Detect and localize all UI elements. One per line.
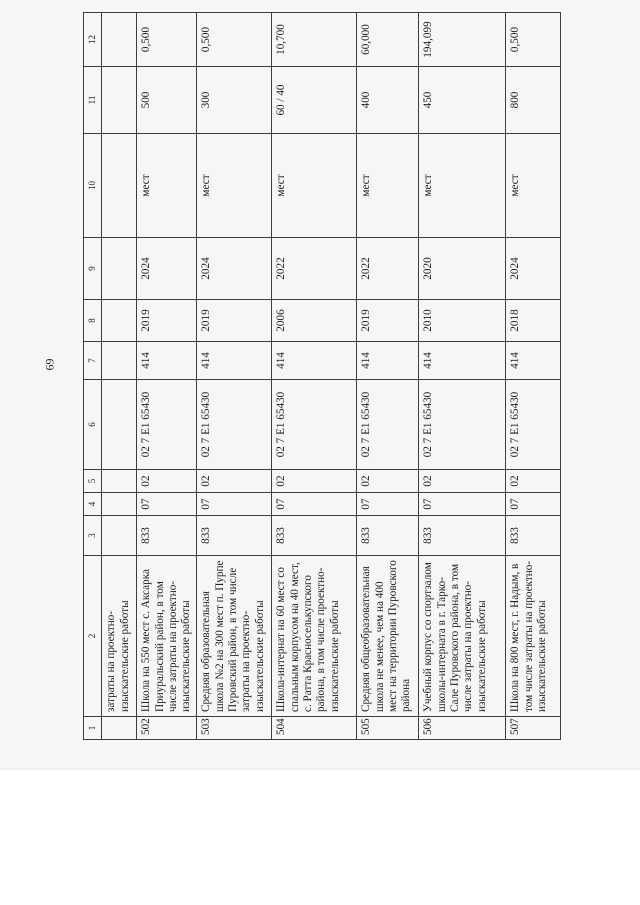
col-num-6: 6 <box>84 380 102 470</box>
cell-c11: 800 <box>506 67 561 134</box>
table-row <box>357 13 419 740</box>
cell <box>102 300 137 342</box>
continuation-row <box>102 13 137 740</box>
page-number: 69 <box>42 358 57 371</box>
cell-c3: 833 <box>137 516 197 556</box>
cell <box>102 342 137 380</box>
cell-c4: 07 <box>137 493 197 516</box>
cell-c9: 2024 <box>506 238 561 300</box>
cell-c8: 2010 <box>419 300 506 342</box>
col-num-5: 5 <box>84 470 102 493</box>
cell-c5: 02 <box>137 470 197 493</box>
cell-c8: 2018 <box>506 300 561 342</box>
row-number: 507 <box>506 717 561 740</box>
cell-c8: 2006 <box>272 300 357 342</box>
object-name: Школа-интернат на 60 мест со спальным корпусом на 40 мест, с. Ратта Красноселькупского района, в том числе проектно-изыскательские работы <box>272 556 357 717</box>
row-number: 502 <box>137 717 197 740</box>
cell-c12: 60,000 <box>357 13 419 67</box>
cell-c11: 400 <box>357 67 419 134</box>
cell-c11: 500 <box>137 67 197 134</box>
object-name: Средняя образовательная школа №2 на 300 мест п. Пурпе Пуровский район, в том числе затраты на проектно-изыскательские работы <box>197 556 272 717</box>
budget-table <box>83 12 561 740</box>
cell-c7: 414 <box>197 342 272 380</box>
cell-c9: 2022 <box>357 238 419 300</box>
cell-c6: 02 7 E1 65430 <box>197 380 272 470</box>
cell-c4: 07 <box>272 493 357 516</box>
continuation-text: затраты на проектно-изыскательские работы <box>102 556 137 717</box>
cell-c6: 02 7 E1 65430 <box>272 380 357 470</box>
cell <box>102 717 137 740</box>
cell-c6: 02 7 E1 65430 <box>419 380 506 470</box>
cell-c12: 0,500 <box>197 13 272 67</box>
row-number: 504 <box>272 717 357 740</box>
cell-c4: 07 <box>197 493 272 516</box>
cell-c11: 300 <box>197 67 272 134</box>
cell-c6: 02 7 E1 65430 <box>357 380 419 470</box>
cell-c8: 2019 <box>357 300 419 342</box>
cell-c12: 10,700 <box>272 13 357 67</box>
cell-c5: 02 <box>357 470 419 493</box>
cell <box>102 13 137 67</box>
cell-c10: мест <box>419 134 506 238</box>
cell-c4: 07 <box>357 493 419 516</box>
cell-c7: 414 <box>272 342 357 380</box>
cell-c12: 0,500 <box>137 13 197 67</box>
cell-c4: 07 <box>506 493 561 516</box>
cell-c3: 833 <box>506 516 561 556</box>
cell-c10: мест <box>137 134 197 238</box>
cell-c4: 07 <box>419 493 506 516</box>
cell-c6: 02 7 E1 65430 <box>506 380 561 470</box>
cell <box>102 238 137 300</box>
cell-c8: 2019 <box>197 300 272 342</box>
cell-c5: 02 <box>197 470 272 493</box>
col-num-9: 9 <box>84 238 102 300</box>
col-num-2: 2 <box>84 556 102 717</box>
col-num-10: 10 <box>84 134 102 238</box>
cell <box>102 470 137 493</box>
scan-edge <box>0 768 640 771</box>
cell-c11: 60 / 40 <box>272 67 357 134</box>
col-num-3: 3 <box>84 516 102 556</box>
cell-c7: 414 <box>357 342 419 380</box>
table-row <box>419 13 506 740</box>
table-row <box>197 13 272 740</box>
cell-c10: мест <box>357 134 419 238</box>
cell-c3: 833 <box>197 516 272 556</box>
col-num-7: 7 <box>84 342 102 380</box>
cell-c9: 2022 <box>272 238 357 300</box>
table-row <box>137 13 197 740</box>
cell-c6: 02 7 E1 65430 <box>137 380 197 470</box>
table-row <box>506 13 561 740</box>
cell-c9: 2024 <box>197 238 272 300</box>
cell-c3: 833 <box>419 516 506 556</box>
cell-c10: мест <box>506 134 561 238</box>
cell-c9: 2024 <box>137 238 197 300</box>
cell-c5: 02 <box>506 470 561 493</box>
cell-c3: 833 <box>357 516 419 556</box>
col-num-12: 12 <box>84 13 102 67</box>
cell-c7: 414 <box>137 342 197 380</box>
row-number: 505 <box>357 717 419 740</box>
cell-c5: 02 <box>419 470 506 493</box>
table-row <box>272 13 357 740</box>
row-number: 506 <box>419 717 506 740</box>
object-name: Средняя общеобразовательная школа не менее, чем на 400 мест на территории Пуровского района <box>357 556 419 717</box>
col-num-8: 8 <box>84 300 102 342</box>
object-name: Учебный корпус со спортзалом школы-интерната в г. Тарко-Сале Пуровского района, в том числе затраты на проектно-изыскательские работы <box>419 556 506 717</box>
cell <box>102 493 137 516</box>
cell <box>102 134 137 238</box>
cell-c3: 833 <box>272 516 357 556</box>
column-number-row <box>84 13 102 740</box>
cell <box>102 67 137 134</box>
cell-c8: 2019 <box>137 300 197 342</box>
cell-c11: 450 <box>419 67 506 134</box>
object-name: Школа на 800 мест, г. Надым, в том числе затраты на проектно-изыскательские работы <box>506 556 561 717</box>
cell <box>102 380 137 470</box>
cell-c9: 2020 <box>419 238 506 300</box>
col-num-11: 11 <box>84 67 102 134</box>
rotated-table-wrapper <box>83 13 557 740</box>
cell-c7: 414 <box>419 342 506 380</box>
cell-c5: 02 <box>272 470 357 493</box>
cell-c10: мест <box>197 134 272 238</box>
cell-c12: 194,099 <box>419 13 506 67</box>
cell-c7: 414 <box>506 342 561 380</box>
object-name: Школа на 550 мест с. Аксарка Приуральский район, в том числе затраты на проектно-изыскательские работы <box>137 556 197 717</box>
col-num-4: 4 <box>84 493 102 516</box>
cell-c12: 0,500 <box>506 13 561 67</box>
cell <box>102 516 137 556</box>
cell-c10: мест <box>272 134 357 238</box>
col-num-1: 1 <box>84 717 102 740</box>
row-number: 503 <box>197 717 272 740</box>
